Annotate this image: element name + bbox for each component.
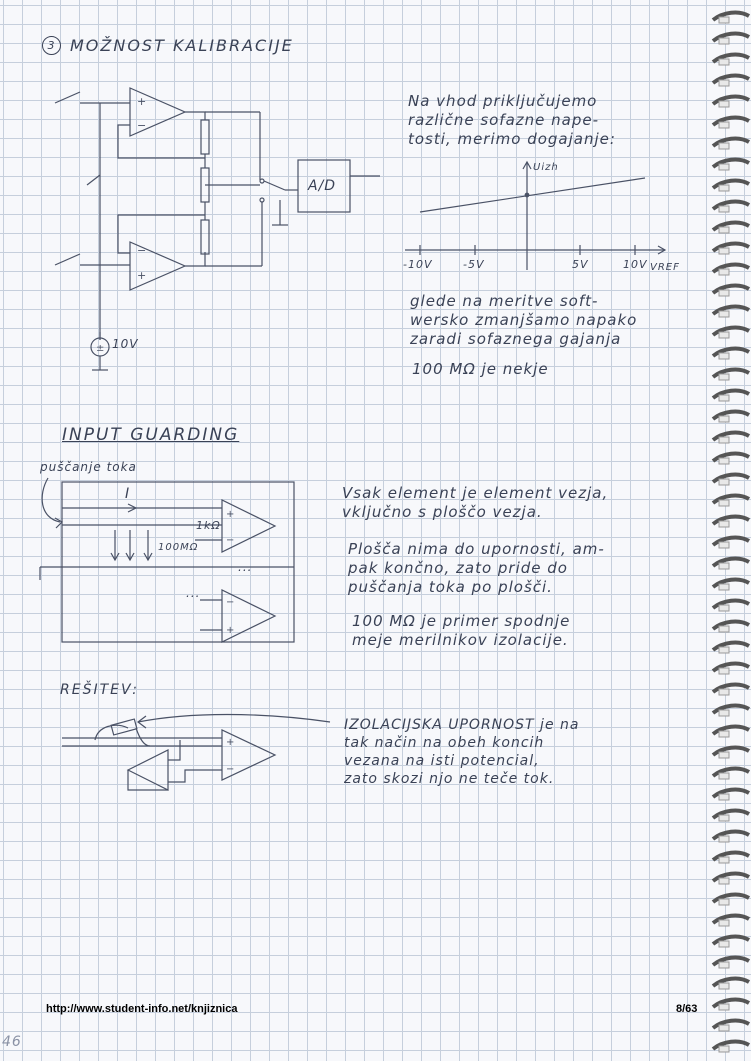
page-number: 46 [2, 1034, 22, 1050]
continuation-dots: ... [238, 560, 253, 574]
guarding-note-line: 100 MΩ je primer spodnje [352, 612, 571, 630]
svg-text:−: − [137, 244, 147, 257]
svg-text:−: − [226, 535, 235, 546]
graph-tick-label: -5V [463, 258, 485, 271]
calibration-note-line: različne sofazne nape- [408, 111, 600, 129]
input-guarding-title: INPUT GUARDING [62, 425, 240, 445]
current-label: I [125, 486, 131, 502]
leakage-label: puščanje toka [40, 460, 137, 474]
solution-note-line: zato skozi njo ne teče tok. [344, 771, 555, 787]
continuation-dots: ... [186, 586, 201, 600]
page-counter: 8/63 [676, 1003, 698, 1015]
input-resistor-label: 1kΩ [196, 519, 221, 532]
solution-note [344, 716, 644, 788]
svg-text:−: − [226, 764, 235, 775]
software-correction-line: zaradi sofaznega gajanja [410, 330, 622, 348]
section-number: 3 [47, 39, 56, 52]
svg-text:+: + [226, 509, 235, 520]
resistance-note: 100 MΩ je nekje [412, 360, 549, 378]
solution-note-line: IZOLACIJSKA UPORNOST je na [344, 717, 580, 733]
source-voltage-label: 10V [112, 337, 139, 351]
guarding-note-line: Vsak element je element vezja, [342, 484, 609, 502]
graph-y-axis-label: Uizh [533, 162, 559, 173]
software-correction-line: glede na meritve soft- [410, 292, 599, 310]
solution-note-line: tak način na obeh koncih [344, 735, 545, 751]
calibration-note-line: tosti, merimo dogajanje: [408, 130, 616, 148]
guarding-note-line: Plošča nima do upornosti, am- [348, 540, 605, 558]
svg-text:+: + [137, 95, 147, 108]
solution-title: REŠITEV: [60, 682, 139, 698]
solution-note-line: vezana na isti potencial, [344, 753, 540, 769]
graph-tick-label: -10V [403, 258, 433, 271]
guarding-note-line: pak končno, zato pride do [348, 559, 568, 577]
calibration-note-line: Na vhod priključujemo [408, 92, 598, 110]
source-url-link[interactable]: http://www.student-info.net/knjiznica [46, 1003, 238, 1015]
guarding-note-line: meje merilnikov izolacije. [352, 631, 569, 649]
section-title: MOŽNOST KALIBRACIJE [70, 36, 294, 55]
svg-text:+: + [226, 737, 235, 748]
graph-x-axis-label: VREF [650, 262, 680, 273]
graph-tick-label: 10V [623, 258, 648, 271]
svg-text:+: + [137, 269, 147, 282]
leakage-resistance-label: 100MΩ [158, 542, 199, 553]
svg-text:−: − [226, 597, 235, 608]
svg-text:±: ± [96, 343, 105, 354]
svg-text:−: − [137, 119, 147, 132]
svg-text:+: + [226, 625, 235, 636]
software-correction-line: wersko zmanjšamo napako [410, 311, 638, 329]
guarding-note-line: vključno s ploščo vezja. [342, 503, 543, 521]
graph-tick-label: 5V [572, 258, 589, 271]
ad-converter-label: A/D [308, 178, 337, 194]
guarding-note-line: puščanja toka po plošči. [348, 578, 553, 596]
